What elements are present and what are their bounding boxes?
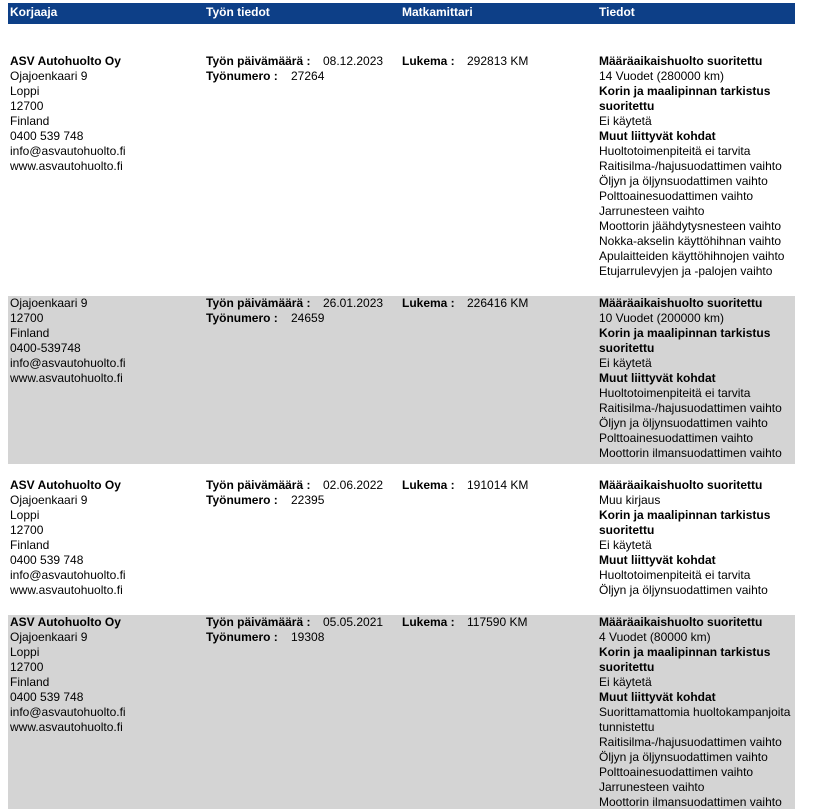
work-number-label: Työnumero : bbox=[206, 311, 278, 325]
repairer-line: www.asvautohuolto.fi bbox=[10, 720, 123, 734]
work-info-cell bbox=[206, 478, 396, 508]
header-tyon-tiedot: Työn tiedot bbox=[206, 5, 270, 19]
details-item: Öljyn ja öljynsuodattimen vaihto bbox=[599, 750, 768, 764]
repairer-line: Ojajoenkaari 9 bbox=[10, 630, 88, 644]
table-header bbox=[8, 3, 795, 24]
header-korjaaja: Korjaaja bbox=[10, 5, 58, 19]
repairer-line: Loppi bbox=[10, 84, 40, 98]
header-tiedot: Tiedot bbox=[599, 5, 635, 19]
details-heading: Muut liittyvät kohdat bbox=[599, 371, 716, 385]
odometer-value: 226416 KM bbox=[467, 296, 529, 310]
odometer-cell bbox=[402, 615, 592, 630]
repairer-line: 0400 539 748 bbox=[10, 553, 84, 567]
details-item: Suorittamattomia huoltokampanjoita tunnistettu bbox=[599, 705, 791, 734]
work-date-value: 26.01.2023 bbox=[323, 296, 384, 310]
details-cell bbox=[599, 54, 795, 279]
repairer-cell bbox=[10, 296, 200, 386]
details-item: Nokka-akselin käyttöhihnan vaihto bbox=[599, 234, 782, 248]
details-item: Ei käytetä bbox=[599, 675, 652, 689]
details-item: Raitisilma-/hajusuodattimen vaihto bbox=[599, 735, 782, 749]
odometer-line bbox=[402, 478, 592, 493]
details-heading: Määräaikaishuolto suoritettu bbox=[599, 615, 763, 629]
details-item: Polttoainesuodattimen vaihto bbox=[599, 431, 754, 445]
work-date-label: Työn päivämäärä : bbox=[206, 478, 311, 492]
repairer-line: 12700 bbox=[10, 523, 44, 537]
work-number-label: Työnumero : bbox=[206, 493, 278, 507]
repairer-line: Finland bbox=[10, 326, 50, 340]
odometer-label: Lukema : bbox=[402, 54, 455, 68]
details-item: Öljyn ja öljynsuodattimen vaihto bbox=[599, 583, 768, 597]
details-heading: Korin ja maalipinnan tarkistus suoritettu bbox=[599, 508, 771, 537]
details-item: 4 Vuodet (80000 km) bbox=[599, 630, 711, 644]
details-heading: Määräaikaishuolto suoritettu bbox=[599, 296, 763, 310]
details-heading: Korin ja maalipinnan tarkistus suoritettu bbox=[599, 326, 771, 355]
odometer-value: 117590 KM bbox=[467, 615, 528, 629]
work-number-label: Työnumero : bbox=[206, 630, 278, 644]
details-heading: Määräaikaishuolto suoritettu bbox=[599, 478, 763, 492]
details-item: Huoltotoimenpiteitä ei tarvita bbox=[599, 386, 751, 400]
work-date-value: 05.05.2021 bbox=[323, 615, 384, 629]
repairer-line: Ojajoenkaari 9 bbox=[10, 493, 88, 507]
details-item: Moottorin ilmansuodattimen vaihto bbox=[599, 795, 782, 809]
odometer-label: Lukema : bbox=[402, 615, 455, 629]
work-number-line bbox=[206, 311, 396, 326]
repairer-line: Finland bbox=[10, 114, 50, 128]
work-date-line bbox=[206, 296, 396, 311]
work-number-label: Työnumero : bbox=[206, 69, 278, 83]
details-item: Öljyn ja öljynsuodattimen vaihto bbox=[599, 174, 768, 188]
details-cell bbox=[599, 615, 795, 810]
repairer-line: www.asvautohuolto.fi bbox=[10, 371, 123, 385]
repairer-line: info@asvautohuolto.fi bbox=[10, 568, 126, 582]
details-heading: Määräaikaishuolto suoritettu bbox=[599, 54, 763, 68]
odometer-label: Lukema : bbox=[402, 296, 455, 310]
details-item: Etujarrulevyjen ja -palojen vaihto bbox=[599, 264, 773, 278]
work-date-line bbox=[206, 478, 396, 493]
repairer-cell bbox=[10, 478, 200, 598]
work-number-line bbox=[206, 630, 396, 645]
details-item: Moottorin jäähdytysnesteen vaihto bbox=[599, 219, 782, 233]
details-item: 14 Vuodet (280000 km) bbox=[599, 69, 724, 83]
work-number-line bbox=[206, 69, 396, 84]
repairer-line: 0400-539748 bbox=[10, 341, 81, 355]
details-heading: Muut liittyvät kohdat bbox=[599, 553, 716, 567]
repairer-line: 12700 bbox=[10, 311, 44, 325]
work-number-line bbox=[206, 493, 396, 508]
odometer-label: Lukema : bbox=[402, 478, 455, 492]
details-item: Öljyn ja öljynsuodattimen vaihto bbox=[599, 416, 768, 430]
service-record-row bbox=[8, 615, 795, 809]
work-date-value: 08.12.2023 bbox=[323, 54, 384, 68]
work-date-line bbox=[206, 54, 396, 69]
repairer-line: 0400 539 748 bbox=[10, 690, 84, 704]
work-info-cell bbox=[206, 615, 396, 645]
work-date-label: Työn päivämäärä : bbox=[206, 54, 311, 68]
header-matkamittari: Matkamittari bbox=[402, 5, 473, 19]
odometer-line bbox=[402, 54, 592, 69]
repairer-line: 12700 bbox=[10, 99, 44, 113]
odometer-cell bbox=[402, 478, 592, 493]
odometer-cell bbox=[402, 54, 592, 69]
repairer-line: info@asvautohuolto.fi bbox=[10, 144, 126, 158]
repairer-line: Ojajoenkaari 9 bbox=[10, 296, 88, 310]
service-record-row bbox=[8, 54, 795, 280]
odometer-cell bbox=[402, 296, 592, 311]
work-number-value: 19308 bbox=[291, 630, 325, 644]
repairer-cell bbox=[10, 615, 200, 735]
repairer-line: Ojajoenkaari 9 bbox=[10, 69, 88, 83]
odometer-line bbox=[402, 615, 592, 630]
work-number-value: 24659 bbox=[291, 311, 325, 325]
details-heading: Muut liittyvät kohdat bbox=[599, 690, 716, 704]
repairer-line: ASV Autohuolto Oy bbox=[10, 54, 121, 68]
repairer-line: Loppi bbox=[10, 508, 40, 522]
repairer-line: Finland bbox=[10, 538, 50, 552]
details-item: Huoltotoimenpiteitä ei tarvita bbox=[599, 144, 751, 158]
details-item: 10 Vuodet (200000 km) bbox=[599, 311, 724, 325]
service-record-row bbox=[8, 478, 795, 602]
work-number-value: 27264 bbox=[291, 69, 325, 83]
repairer-line: 12700 bbox=[10, 660, 44, 674]
repairer-line: 0400 539 748 bbox=[10, 129, 84, 143]
details-heading: Korin ja maalipinnan tarkistus suoritettu bbox=[599, 84, 771, 113]
repairer-line: www.asvautohuolto.fi bbox=[10, 159, 123, 173]
details-cell bbox=[599, 478, 795, 598]
odometer-value: 191014 KM bbox=[467, 478, 529, 492]
details-item: Polttoainesuodattimen vaihto bbox=[599, 765, 754, 779]
repairer-line: info@asvautohuolto.fi bbox=[10, 356, 126, 370]
work-date-value: 02.06.2022 bbox=[323, 478, 384, 492]
details-cell bbox=[599, 296, 795, 461]
details-item: Ei käytetä bbox=[599, 114, 652, 128]
details-item: Raitisilma-/hajusuodattimen vaihto bbox=[599, 401, 782, 415]
details-item: Raitisilma-/hajusuodattimen vaihto bbox=[599, 159, 782, 173]
repairer-line: ASV Autohuolto Oy bbox=[10, 615, 121, 629]
details-item: Huoltotoimenpiteitä ei tarvita bbox=[599, 568, 751, 582]
work-number-value: 22395 bbox=[291, 493, 325, 507]
work-info-cell bbox=[206, 54, 396, 84]
repairer-line: www.asvautohuolto.fi bbox=[10, 583, 123, 597]
details-item: Muu kirjaus bbox=[599, 493, 661, 507]
odometer-value: 292813 KM bbox=[467, 54, 529, 68]
details-item: Moottorin ilmansuodattimen vaihto bbox=[599, 446, 782, 460]
details-item: Ei käytetä bbox=[599, 356, 652, 370]
work-info-cell bbox=[206, 296, 396, 326]
repairer-line: info@asvautohuolto.fi bbox=[10, 705, 126, 719]
repairer-line: Loppi bbox=[10, 645, 40, 659]
details-heading: Korin ja maalipinnan tarkistus suoritettu bbox=[599, 645, 771, 674]
work-date-line bbox=[206, 615, 396, 630]
details-item: Jarrunesteen vaihto bbox=[599, 780, 705, 794]
details-item: Polttoainesuodattimen vaihto bbox=[599, 189, 754, 203]
details-item: Apulaitteiden käyttöhihnojen vaihto bbox=[599, 249, 785, 263]
work-date-label: Työn päivämäärä : bbox=[206, 296, 311, 310]
odometer-line bbox=[402, 296, 592, 311]
service-record-row bbox=[8, 296, 795, 464]
repairer-cell bbox=[10, 54, 200, 174]
details-heading: Muut liittyvät kohdat bbox=[599, 129, 716, 143]
repairer-line: Finland bbox=[10, 675, 50, 689]
work-date-label: Työn päivämäärä : bbox=[206, 615, 311, 629]
details-item: Ei käytetä bbox=[599, 538, 652, 552]
repairer-line: ASV Autohuolto Oy bbox=[10, 478, 121, 492]
details-item: Jarrunesteen vaihto bbox=[599, 204, 705, 218]
